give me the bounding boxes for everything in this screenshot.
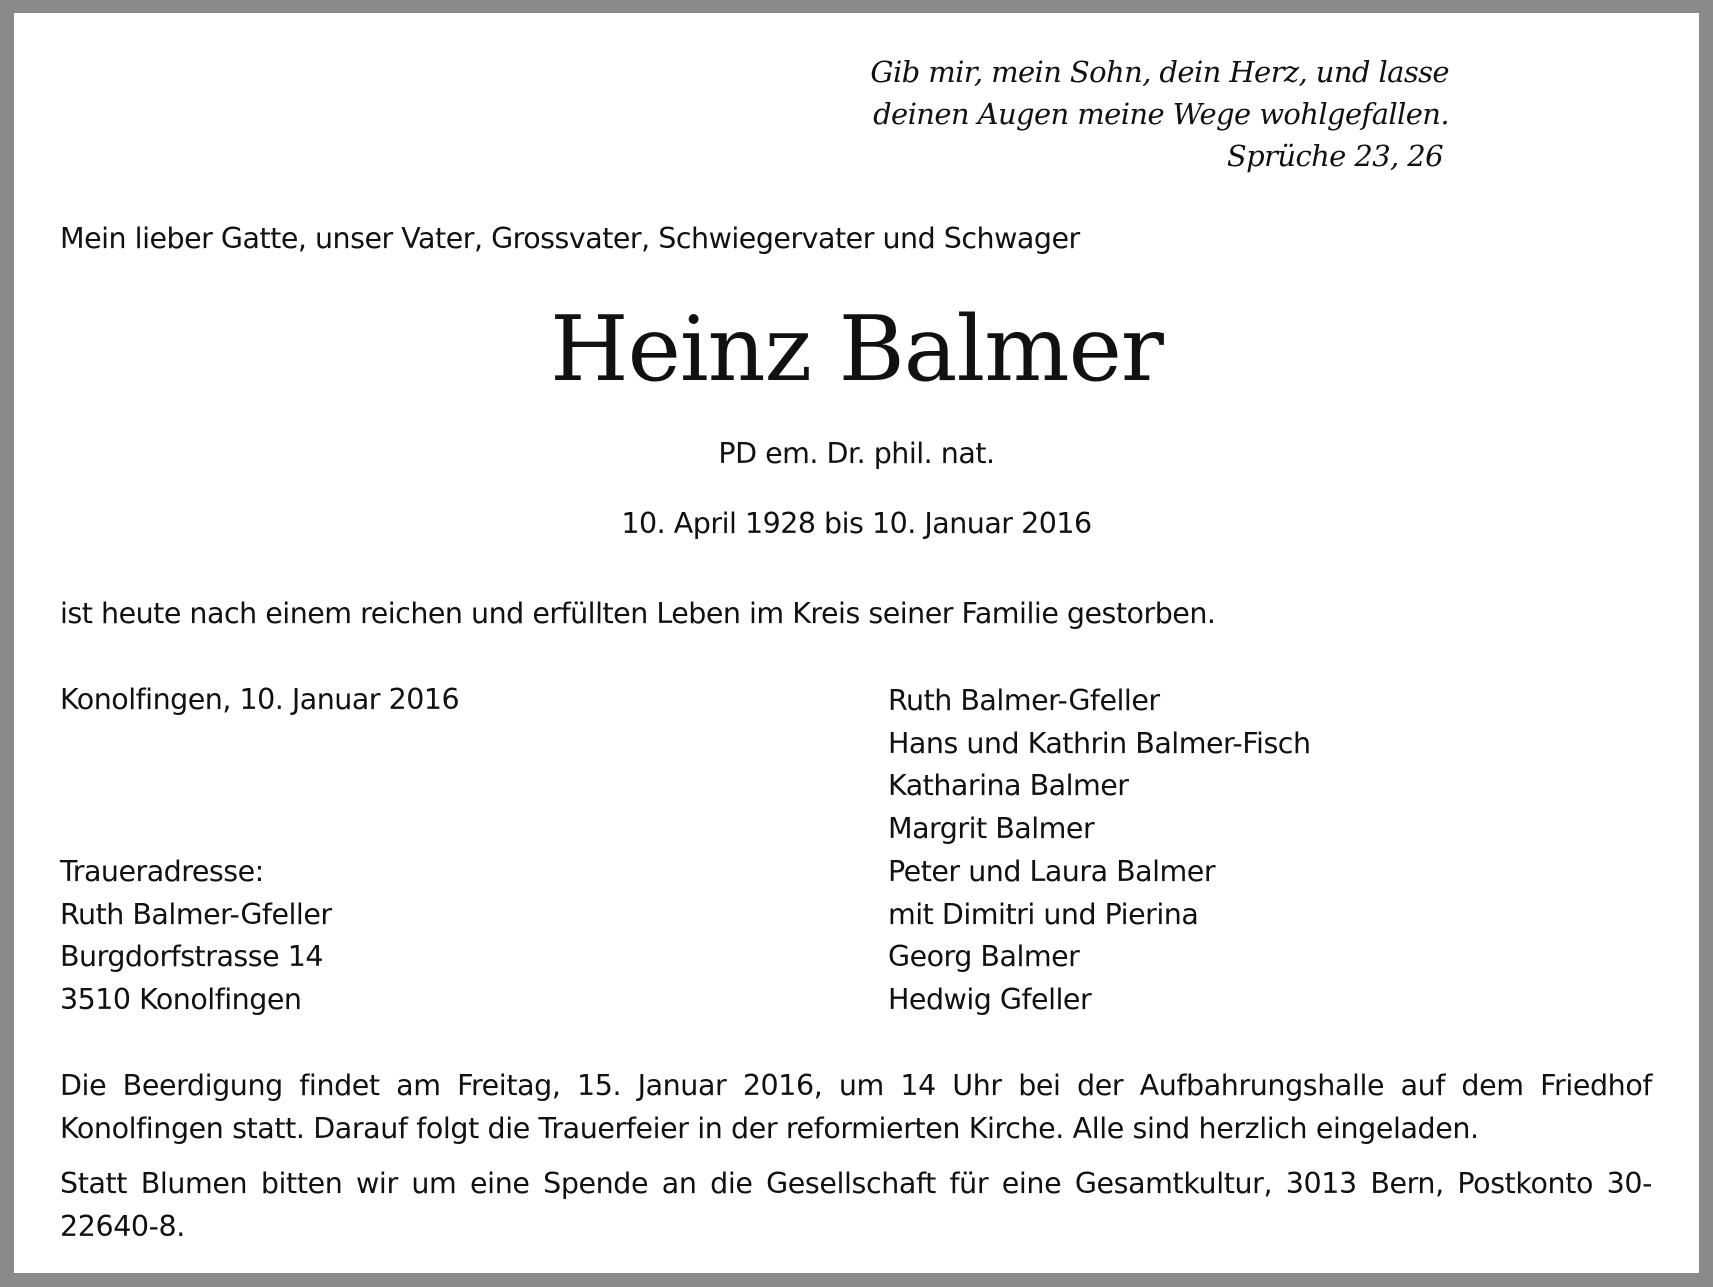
family-member: mit Dimitri und Pierina — [888, 897, 1199, 931]
academic-title: PD em. Dr. phil. nat. — [718, 437, 995, 470]
family-member: Hans und Kathrin Balmer-Fisch — [888, 726, 1311, 760]
address-street: Burgdorfstrasse 14 — [60, 940, 323, 974]
family-list — [888, 680, 1311, 1022]
bible-verse-line: deinen Augen meine Wege wohlgefallen. — [873, 97, 1449, 131]
family-member: Margrit Balmer — [888, 812, 1095, 846]
bible-verse — [14, 51, 1449, 177]
obituary-notice — [14, 13, 1699, 1273]
address-label: Traueradresse: — [60, 855, 264, 888]
intro-line: Mein lieber Gatte, unser Vater, Grossvater, Schwiegervater und Schwager — [60, 222, 1080, 255]
family-member: Peter und Laura Balmer — [888, 854, 1216, 888]
donation-info: Statt Blumen bitten wir um eine Spende an die Gesellschaft für eine Gesamtkultur, 3013 Bern, Postkonto 30-22640-8. — [60, 1167, 1652, 1243]
bible-verse-reference: Sprüche 23, 26 — [1226, 139, 1443, 173]
family-member: Ruth Balmer-Gfeller — [888, 684, 1160, 717]
life-dates: 10. April 1928 bis 10. Januar 2016 — [621, 507, 1092, 540]
place-and-date: Konolfingen, 10. Januar 2016 — [60, 683, 460, 716]
deceased-name: Heinz Balmer — [550, 297, 1163, 402]
family-member: Georg Balmer — [888, 940, 1080, 974]
funeral-info: Die Beerdigung findet am Freitag, 15. Januar 2016, um 14 Uhr bei der Aufbahrungshalle auf dem Friedhof Konolfingen statt. Darauf folgt die Trauerfeier in der reformierten Kirche. Alle sind herzlich eingeladen. — [60, 1069, 1652, 1145]
family-member: Katharina Balmer — [888, 769, 1129, 803]
death-statement: ist heute nach einem reichen und erfüllten Leben im Kreis seiner Familie gestorben. — [60, 597, 1216, 630]
address-city: 3510 Konolfingen — [60, 983, 302, 1017]
family-member: Hedwig Gfeller — [888, 982, 1092, 1016]
address-name: Ruth Balmer-Gfeller — [60, 897, 332, 931]
bible-verse-line: Gib mir, mein Sohn, dein Herz, und lasse — [870, 55, 1449, 89]
mourning-address — [60, 851, 332, 1022]
